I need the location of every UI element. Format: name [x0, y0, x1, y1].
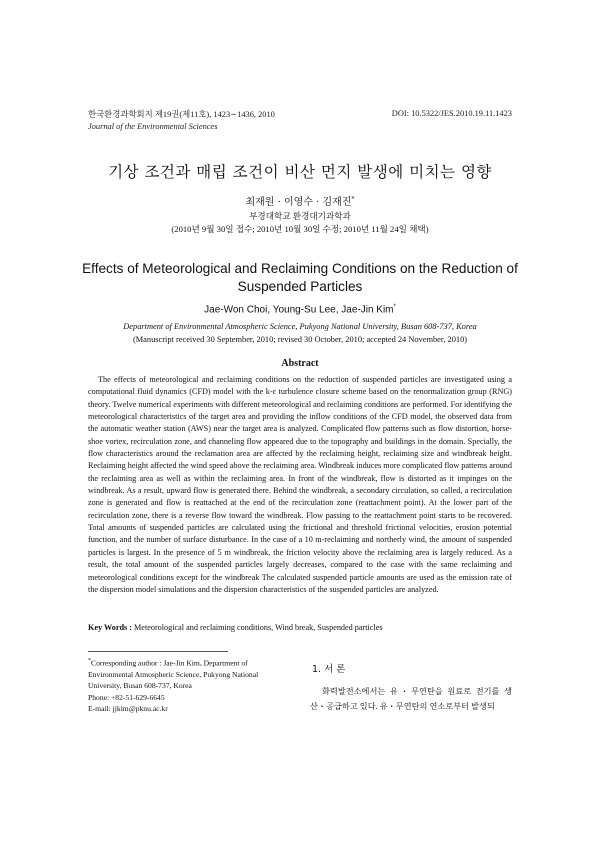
journal-header: [88, 109, 275, 133]
dates-korean: (2010년 9월 30일 접수; 2010년 10월 30일 수정; 2010년 11월 24일 채택): [171, 224, 429, 234]
section-introduction-text: 화력발전소에서는 유・무연탄을 원료로 전기를 생산・공급하고 있다. 유・무연탄의 연소로부터 발생되: [310, 687, 512, 712]
authors-korean-names: 최재원 · 이영수 · 김재진: [245, 197, 352, 208]
journal-name-en: Journal of the Environmental Sciences: [88, 122, 218, 131]
footnote: [88, 656, 288, 715]
section-heading-introduction: 1. 서 론: [312, 664, 346, 675]
keywords-label: Key Words :: [88, 623, 132, 632]
footnote-rule: [88, 651, 228, 652]
keywords: [88, 623, 383, 632]
corresponding-mark-en: *: [393, 304, 396, 310]
footnote-mark: *: [88, 658, 91, 664]
journal-citation-ko: 한국환경과학회지 제19권(제11호), 1423∼1436, 2010: [88, 110, 275, 119]
footnote-phone: Phone: +82-51-629-6645: [88, 692, 165, 702]
corresponding-mark-ko: *: [351, 195, 355, 203]
affiliation-english: Department of Environmental Atmospheric Science, Pukyong National University, Busan 608-737, Korea: [123, 322, 477, 331]
footnote-author: [88, 656, 288, 692]
abstract-heading: Abstract: [281, 358, 319, 369]
footnote-email: E-mail: jjkim@pknu.ac.kr: [88, 704, 168, 714]
abstract-body: The effects of meteorological and reclaiming conditions on the reduction of suspended particles are investigated using a computational fluid dynamics (CFD) model with the k-ε turbulence closure scheme based on the renormalization group (RNG) theory. Twelve numerical experiments with different meteorological and reclaiming conditions are performed. For identifying the meteorological characteristics of the target area and providing the inflow conditions of the CFD model, the observed data from the automatic weather station (AWS) near the target area is analyzed. Complicated flow patterns such as flow distortion, horse-shoe vortex, recirculation zone, and channeling flow appeared due to the topography and buildings in the domain. Specially, the flow characteristics around the reclamation area are affected by the reclaiming height, reclaiming size and windbreak height. Reclaiming height affected the wind speed above the reclaiming area. Windbreak induces more complicated flow patterns around the reclaiming area as well as within the reclaiming area. In front of the windbreak, flow is distorted as it impinges on the windbreak. As a result, upward flow is generated there. Behind the windbreak, a secondary circulation, so called, a recirculation zone is generated and flow is reattached at the end of the recirculation zone (reattachment point). At the lower part of the recirculation zone, there is a reverse flow toward the windbreak. Flow passing to the reattachment point starts to be recovered. Total amounts of suspended particles are calculated using the frictional and threshold frictional velocities, erosion potential function, and the number of surface disturbance. In the case of a 10 m-reclaiming and northerly wind, the amount of suspended particles is largest. In the presence of 5 m windbreak, the friction velocity above the reclaiming area is largely reduced. As a result, the total amount of the suspended particles largely decreases, compared to the case with the same reclaiming and meteorological conditions except for the windbreak The calculated suspended particle amounts are used as the emission rate of the dispersion model simulations and the dispersion characteristics of the suspended particles are analyzed.: [88, 375, 512, 594]
title-english: Effects of Meteorological and Reclaiming Conditions on the Reduction of Suspended Particles: [82, 261, 518, 294]
authors-english-names: Jae-Won Choi, Young-Su Lee, Jae-Jin Kim: [204, 304, 394, 316]
authors-english: [0, 304, 600, 315]
authors-korean: [0, 193, 600, 208]
dates-english: (Manuscript received 30 September, 2010; revised 30 October, 2010; accepted 24 November, 2010): [132, 335, 468, 344]
footnote-author-text: Corresponding author : Jae-Jin Kim, Department of Environmental Atmospheric Science, Pukyong National University, Busan 608-737, Korea: [88, 658, 259, 691]
doi: DOI: 10.5322/JES.2010.19.11.1423: [391, 109, 512, 118]
affiliation-korean: 부경대학교 환경대기과학과: [249, 211, 351, 221]
keywords-text: Meteorological and reclaiming conditions, Wind break, Suspended particles: [134, 623, 383, 632]
title-korean: 기상 조건과 매립 조건이 비산 먼지 발생에 미치는 영향: [108, 163, 492, 181]
